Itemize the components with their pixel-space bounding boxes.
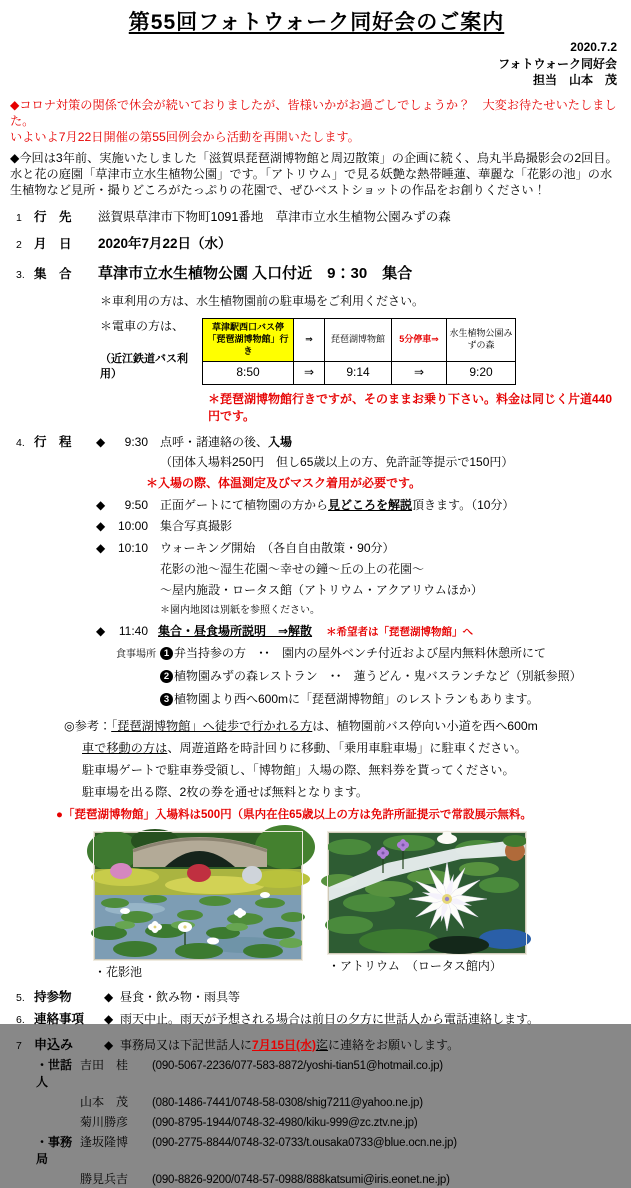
page-title: 第55回フォトウォーク同好会のご案内 — [128, 11, 505, 34]
item-label: 集 合 — [34, 266, 72, 281]
stop-biwako-museum: 琵琶湖博物館 — [325, 318, 392, 361]
rail-company-label: （近江鉄道バス利用） — [100, 352, 188, 381]
arrow-icon: ⇒ — [294, 318, 325, 361]
schedule-time: 9:50 — [124, 497, 148, 512]
item-label: 申込み — [34, 1037, 74, 1053]
item-number: 4. — [16, 437, 25, 450]
arrive-time: 9:20 — [447, 361, 516, 384]
item-number: 2 — [16, 239, 22, 252]
contact-name: 山本 茂 — [80, 1094, 129, 1109]
reference-line2: 車で移動の方は、周遊道路を時計回りに移動、「乗用車駐車場」に駐車ください。 — [82, 740, 527, 755]
date-value: 2020年7月22日（水） — [98, 236, 232, 252]
item-meeting — [10, 263, 623, 284]
deadline-date: 7月15日(水) — [252, 1038, 317, 1053]
stop-mizunomori: 水生植物公園みずの森 — [447, 318, 516, 361]
contact-row — [10, 1134, 623, 1168]
item-label: 行 程 — [34, 435, 72, 450]
meal-label: 食事場所 — [116, 649, 156, 661]
item-contact-notice — [10, 1011, 623, 1029]
meal-locations — [96, 645, 623, 707]
hanakage-pond-photo — [94, 832, 302, 960]
item-label: 連絡事項 — [34, 1011, 85, 1026]
item-number: 3. — [16, 268, 25, 281]
contact-row — [10, 1094, 623, 1111]
schedule-text: 集合写真撮影 — [160, 519, 233, 534]
masthead — [10, 39, 623, 88]
contact-info: (090-8826-9200/0748-57-0988/888katsumi@iris.eonet.ne.jp) — [152, 1173, 450, 1186]
walking-route-line1: 花影の池～湿生花園～幸せの鐘～丘の上の花園～ — [160, 562, 425, 577]
schedule-1000 — [96, 518, 623, 535]
contact-info: (090-2775-8844/0748-32-0733/t.ousaka0733@blue.ocn.ne.jp) — [152, 1137, 457, 1150]
transport-notes — [10, 293, 623, 424]
contact-info: (090-5067-2236/077-583-8872/yoshi-tian51@hotmail.co.jp) — [152, 1060, 443, 1073]
atrium-lily-photo — [328, 832, 526, 954]
issue-date: 2020.7.2 — [570, 40, 617, 55]
diamond-bullet-icon: ◆ — [104, 1038, 114, 1053]
train-note: ＊電車の方は、 — [100, 318, 185, 333]
stop-wait-note: 5分停車⇒ — [392, 318, 447, 361]
meal-option-1: 1 弁当持参の方 ･･ 園内の屋外ベンチ付近および屋内無料休憩所にて — [160, 645, 623, 662]
schedule-950 — [96, 497, 623, 514]
schedule-text: 正面ゲートにて植物園の方から見どころを解説頂きます。（10分） — [160, 497, 515, 512]
intro-paragraph-covid: ◆コロナ対策の関係で休会が続いておりましたが、皆様いかがお過ごしでしょうか？ 大変お待たせいたしました。 いよいよ7月22日開催の第55回例会から活動を再開いたします。 — [10, 97, 617, 145]
schedule-time: 10:00 — [117, 519, 148, 534]
diamond-bullet-icon: ◆ — [96, 519, 106, 534]
photo-caption-right: ・アトリウム （ロータス館内） — [328, 959, 502, 974]
bottom-items — [10, 989, 623, 1188]
meal-option-3: 3 植物園より西へ600mに「琵琶湖博物館」のレストランもあります。 — [160, 691, 623, 708]
schedule-1140 — [96, 623, 623, 640]
contact-role: ・世話人 — [36, 1058, 73, 1090]
person-in-charge: 担当 山本 茂 — [532, 72, 617, 87]
item-destination — [10, 209, 623, 227]
admission-fee-note: （団体入場料250円 但し65歳以上の方、免許証等提示で150円） — [160, 455, 514, 470]
contact-info: (080-1486-7441/0748-58-0308/shig7211@yahoo.ne.jp) — [152, 1096, 423, 1109]
schedule-930 — [96, 434, 623, 451]
bus-fare-note: ＊琵琶湖博物館行きですが、そのままお乗り下さい。料金は同じく片道440円です。 — [208, 391, 613, 423]
contact-row — [10, 1171, 623, 1188]
diamond-bullet-icon: ◆ — [96, 623, 106, 638]
contact-name: 菊川勝彦 — [80, 1114, 129, 1129]
organization-name: フォトウォーク同好会 — [498, 56, 617, 71]
contact-name: 吉田 桂 — [80, 1058, 129, 1073]
item-number: 6. — [16, 1013, 25, 1026]
contact-info: (090-8795-1944/0748-32-4980/kiku-999@zc.ztv.ne.jp) — [152, 1116, 418, 1129]
reference-line1: ◎参考：「琵琶湖博物館」へ徒歩で行かれる方は、植物園前バス停向い小道を西へ600m — [64, 718, 538, 733]
bus-timetable — [202, 318, 516, 385]
contact-name: 勝見兵吉 — [80, 1171, 129, 1186]
reference-section — [10, 718, 623, 823]
schedule-text: ウォーキング開始 （各自自由散策・90分） — [160, 541, 395, 556]
diamond-bullet-icon: ◆ — [96, 435, 106, 450]
diamond-bullet-icon: ◆ — [104, 1011, 114, 1026]
photo-row — [10, 832, 623, 981]
item-number: 5. — [16, 992, 25, 1005]
schedule-time: 11:40 — [118, 623, 148, 638]
contact-role: ・事務局 — [36, 1135, 73, 1166]
timetable-header-row — [203, 318, 516, 361]
circled-number-icon: 3 — [160, 693, 173, 706]
museum-option-note: ＊希望者は「琵琶湖博物館」へ — [326, 625, 474, 638]
diamond-bullet-icon: ◆ — [96, 497, 106, 512]
museum-admission-note: ●「琵琶湖博物館」入場料は500円（県内在住65歳以上の方は免許所証提示で常設展示無料。 — [56, 809, 532, 822]
intro-paragraph-event: ◆今回は3年前、実施いたしました「滋賀県琵琶湖博物館と周辺散策」の企画に続く、烏丸半島撮影会の2回目。水と花の庭園「草津市立水生植物公園」です。「アトリウム」で見る妖艶な熱帯睡蓮、華麗な「花影の池」の水生植物など見所・撮りどころがたっぷりの花園で、ぜひベストショットの作品をお創りください！ — [10, 151, 618, 198]
diamond-bullet-icon: ◆ — [104, 990, 114, 1005]
timetable-time-row — [203, 361, 516, 384]
park-map-note: ＊園内地図は別紙を参照ください。 — [160, 604, 320, 616]
belongings-text: 昼食・飲み物・雨具等 — [120, 990, 241, 1005]
contact-row — [10, 1057, 623, 1091]
contact-row — [10, 1114, 623, 1131]
item-number: 1 — [16, 211, 22, 224]
train-note-and-timetable — [100, 318, 623, 385]
contact-notice-text: 雨天中止。雨天が予想される場合は前日の夕方に世話人から電話連絡します。 — [120, 1011, 540, 1026]
meal-option-2: 2 植物園みずの森レストラン ･･ 蓮うどん・鬼バスランチなど（別紙参照） — [160, 668, 623, 685]
intro-section — [10, 97, 623, 199]
circled-number-icon: 1 — [160, 647, 173, 660]
schedule-text: 集合・昼食場所説明 ⇒解散 — [158, 623, 313, 638]
stop-kusatsu-west: 草津駅西口バス停「琵琶湖博物館」行き — [203, 318, 294, 361]
depart-time: 8:50 — [203, 361, 294, 384]
circled-number-icon: 2 — [160, 670, 173, 683]
item-application — [10, 1036, 623, 1054]
car-note: ＊車利用の方は、水生植物園前の駐車場をご利用ください。 — [100, 293, 425, 308]
item-label: 月 日 — [34, 237, 72, 252]
schedule-time: 10:10 — [117, 541, 148, 556]
schedule-list — [96, 434, 623, 708]
schedule-time: 9:30 — [124, 435, 148, 450]
reference-line4: 駐車場を出る際、2枚の券を通せば無料となります。 — [82, 785, 369, 800]
walking-route-line2: ～屋内施設・ロータス館（アトリウム・アクアリウムほか） — [160, 582, 483, 597]
contact-name: 逢坂隆博 — [80, 1135, 129, 1150]
diamond-bullet-icon: ◆ — [96, 541, 106, 556]
item-date — [10, 235, 623, 254]
item-label: 行 先 — [34, 209, 72, 224]
application-text: 事務局又は下記世話人に7月15日(水)迄に連絡をお願いします。 — [120, 1038, 460, 1053]
schedule-1010 — [96, 540, 623, 557]
schedule-text: 点呼・諸連絡の後、入場 — [160, 435, 293, 450]
itinerary-section — [10, 434, 623, 708]
reference-line3: 駐車場ゲートで駐車券受領し、「博物館」入場の際、無料券を貰ってください。 — [82, 763, 515, 778]
item-belongings — [10, 989, 623, 1007]
museum-time: 9:14 — [325, 361, 392, 384]
item-number: 7 — [16, 1040, 22, 1053]
destination-value: 滋賀県草津市下物町1091番地 草津市立水生植物公園みずの森 — [98, 209, 451, 224]
item-label: 持参物 — [34, 990, 72, 1005]
arrow-icon: ⇒ — [294, 361, 325, 384]
arrow-icon: ⇒ — [392, 361, 447, 384]
mask-requirement-note: ＊入場の際、体温測定及びマスク着用が必要です。 — [146, 475, 422, 490]
meeting-value: 草津市立水生植物公園 入口付近 9：30 集合 — [98, 264, 413, 282]
photo-caption-left: ・花影池 — [94, 965, 143, 980]
contact-list — [10, 1057, 623, 1187]
